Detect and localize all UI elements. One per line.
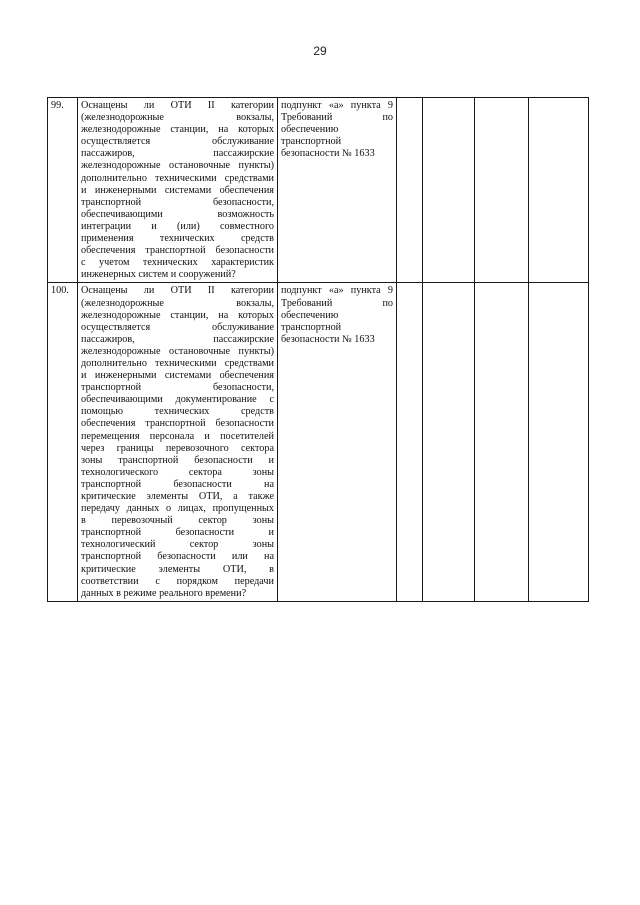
question-text-line: (железнодорожные вокзалы, xyxy=(81,297,274,309)
question-text-line: транспортной безопасности, xyxy=(81,196,274,208)
requirement-reference-cell xyxy=(278,98,397,283)
question-text-line: перемещения персонала и посетителей xyxy=(81,430,274,442)
question-text-line: критические элементы ОТИ, а также xyxy=(81,491,274,502)
checklist-table-body xyxy=(48,98,589,602)
question-text-line: железнодорожные остановочные пункты) xyxy=(81,345,274,357)
question-text-line: осуществляется обслуживание xyxy=(81,136,274,148)
question-text-line: помощью технических средств xyxy=(81,406,274,418)
question-cell xyxy=(78,98,278,283)
answer-cell-yes[interactable] xyxy=(397,283,423,601)
question-text-line: железнодорожные станции, на которых xyxy=(81,124,274,136)
question-text-line: пассажиров, пассажирские xyxy=(81,148,274,160)
question-text-line: железнодорожные остановочные пункты) xyxy=(81,160,274,172)
question-text-line: в перевозочный сектор зоны xyxy=(81,515,274,527)
answer-cell-no[interactable] xyxy=(423,283,475,601)
question-text-line: осуществляется обслуживание xyxy=(81,321,274,333)
question-text-line: интеграции и (или) совместного xyxy=(81,220,274,232)
question-text-line: соответствии с порядком передачи xyxy=(81,575,274,587)
question-text-line: применения технических средств xyxy=(81,233,274,245)
question-text-line: инженерных систем и сооружений? xyxy=(81,269,236,281)
question-text-line: железнодорожные станции, на которых xyxy=(81,309,274,321)
reference-text-line: транспортной xyxy=(281,321,342,333)
row-number-cell: 100. xyxy=(48,283,78,601)
question-text-line: критические элементы ОТИ, в xyxy=(81,563,274,575)
question-text-line: транспортной безопасности, xyxy=(81,382,274,394)
notes-cell[interactable] xyxy=(529,283,589,601)
question-text-line: дополнительно техническими средствами xyxy=(81,172,274,184)
reference-text-line: безопасности № 1633 xyxy=(281,333,375,345)
question-text-line: обеспечивающими возможность xyxy=(81,208,274,220)
question-text-line: и инженерными системами обеспечения xyxy=(81,370,274,382)
reference-text-line: обеспечению xyxy=(281,124,339,136)
question-text-line: данных в режиме реального времени? xyxy=(81,587,247,599)
reference-text-line: Требований по xyxy=(281,112,393,124)
question-text-line: передачу данных о лицах, пропущенных xyxy=(81,503,274,515)
requirement-reference-cell xyxy=(278,283,397,601)
reference-text-line: подпункт «а» пункта 9 xyxy=(281,100,393,111)
question-text-line: транспортной безопасности или на xyxy=(81,551,274,563)
question-text-line: Оснащены ли ОТИ II категории xyxy=(81,285,274,297)
table-row xyxy=(48,283,589,601)
question-text-line: через границы перевозочного сектора xyxy=(81,442,274,454)
question-text-line: зоны транспортной безопасности и xyxy=(81,454,274,466)
question-text-line: технологический сектор зоны xyxy=(81,539,274,551)
question-text-line: обеспечения транспортной безопасности xyxy=(81,245,274,257)
question-text-line: транспортной безопасности и xyxy=(81,527,274,539)
question-text-line: технологического сектора зоны xyxy=(81,466,274,478)
reference-text-line: безопасности № 1633 xyxy=(281,148,375,160)
question-text-line: обеспечивающими документирование с xyxy=(81,394,274,406)
question-text-line: и инженерными системами обеспечения xyxy=(81,184,274,196)
table-row xyxy=(48,98,589,283)
page-number: 29 xyxy=(313,44,327,58)
reference-text-line: транспортной xyxy=(281,136,342,148)
notes-cell[interactable] xyxy=(529,98,589,283)
answer-cell-not-applicable[interactable] xyxy=(475,283,529,601)
question-cell xyxy=(78,283,278,601)
answer-cell-yes[interactable] xyxy=(397,98,423,283)
question-text-line: (железнодорожные вокзалы, xyxy=(81,112,274,124)
answer-cell-no[interactable] xyxy=(423,98,475,283)
reference-text-line: обеспечению xyxy=(281,309,339,321)
reference-text-line: Требований по xyxy=(281,297,393,309)
question-text-line: с учетом технических характеристик xyxy=(81,257,274,269)
row-number-cell: 99. xyxy=(48,98,78,283)
question-text-line: транспортной безопасности на xyxy=(81,478,274,490)
checklist-table xyxy=(47,97,589,602)
reference-text-line: подпункт «а» пункта 9 xyxy=(281,285,393,297)
question-text-line: обеспечения транспортной безопасности xyxy=(81,418,274,430)
question-text-line: пассажиров, пассажирские xyxy=(81,333,274,345)
question-text-line: Оснащены ли ОТИ II категории xyxy=(81,100,274,111)
question-text-line: дополнительно техническими средствами xyxy=(81,357,274,369)
answer-cell-not-applicable[interactable] xyxy=(475,98,529,283)
